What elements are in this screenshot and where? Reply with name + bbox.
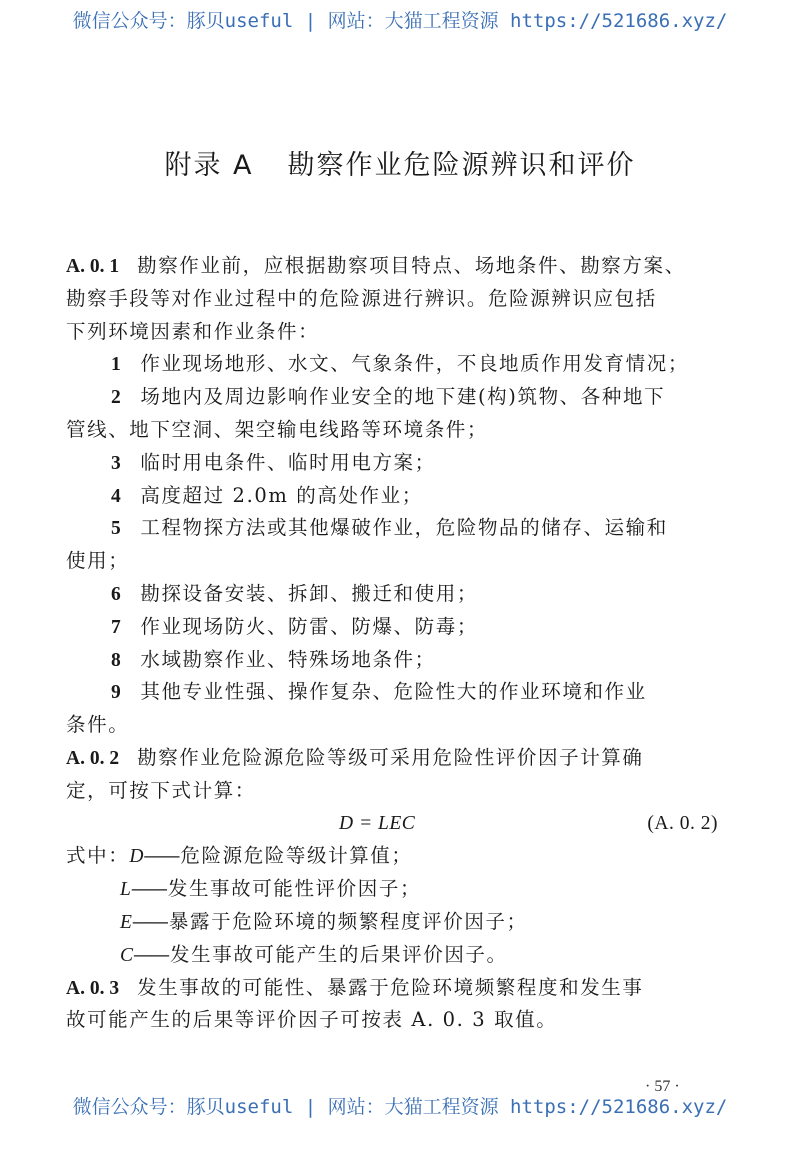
section-a03-line-2: 故可能产生的后果等评价因子可按表 A. 0. 3 取值。: [66, 1008, 558, 1032]
definition-text: 危险源危险等级计算值；: [180, 844, 413, 868]
dash: ——: [131, 909, 167, 933]
list-item-5: [66, 512, 736, 545]
item-text: 作业现场防火、防雷、防爆、防毒；: [140, 614, 478, 638]
item-text: 作业现场地形、水文、气象条件，不良地质作用发育情况；: [140, 352, 689, 376]
dash: ——: [143, 844, 179, 868]
section-a02-line-2: 定，可按下式计算：: [66, 778, 256, 802]
definition-c: [66, 939, 736, 972]
item-text: 工程物探方法或其他爆破作业，危险物品的储存、运输和: [140, 516, 668, 540]
section-number: A. 0. 3: [66, 977, 120, 999]
definition-text: 发生事故可能产生的后果评价因子。: [170, 942, 508, 966]
item-number: 3: [111, 452, 123, 474]
paragraph-text: 勘察作业前，应根据勘察项目特点、场地条件、勘察方案、: [137, 254, 686, 277]
list-item-5-cont: 使用；: [66, 549, 130, 573]
item-number: 1: [111, 354, 123, 376]
section-a01-line-1: [66, 250, 736, 283]
definition-l: [66, 873, 736, 906]
list-item-9-cont: 条件。: [66, 713, 130, 737]
section-a03-line-1: [66, 972, 736, 1005]
definition-d: [66, 840, 736, 873]
item-number: 5: [111, 518, 123, 540]
page-number: · 57 ·: [645, 1078, 680, 1095]
item-number: 4: [111, 485, 123, 507]
paragraph-text: 发生事故的可能性、暴露于危险环境频繁程度和发生事: [137, 975, 644, 999]
list-item-2-cont: 管线、地下空洞、架空输电线路等环境条件；: [66, 417, 489, 441]
item-number: 6: [111, 583, 123, 605]
item-number: 2: [111, 387, 123, 409]
item-number: 9: [111, 682, 123, 704]
document-body: [66, 250, 736, 1037]
item-number: 8: [111, 649, 123, 671]
list-item-1: [66, 348, 736, 381]
list-item-3: [66, 447, 736, 480]
variable: C: [120, 944, 134, 966]
list-item-4: [66, 480, 736, 513]
item-text: 勘探设备安装、拆卸、搬迁和使用；: [140, 581, 478, 605]
dash: ——: [133, 942, 169, 966]
appendix-label: 附录 A: [164, 150, 254, 181]
watermark-bottom: 微信公众号：豚贝useful | 网站：大猫工程资源 https://521686.xyz/: [72, 1096, 728, 1118]
list-item-8: [66, 644, 736, 677]
formula-reference: (A. 0. 2): [647, 812, 718, 834]
variable: E: [120, 911, 132, 933]
item-text: 水域勘察作业、特殊场地条件；: [140, 647, 436, 671]
dash: ——: [130, 877, 166, 901]
variable: D: [129, 846, 144, 868]
item-text: 场地内及周边影响作业安全的地下建(构)筑物、各种地下: [140, 385, 666, 409]
where-label: 式中：: [66, 844, 130, 868]
item-text: 其他专业性强、操作复杂、危险性大的作业环境和作业: [140, 680, 647, 704]
section-a02-line-1: [66, 742, 736, 775]
watermark-top: 微信公众号：豚贝useful | 网站：大猫工程资源 https://521686.xyz/: [72, 10, 728, 32]
formula: [66, 808, 736, 841]
formula-equation: D = LEC: [339, 812, 416, 834]
section-number: A. 0. 1: [66, 256, 120, 277]
page-title: [0, 143, 800, 182]
list-item-6: [66, 578, 736, 611]
definition-e: [66, 906, 736, 939]
section-a01-line-2: 勘察手段等对作业过程中的危险源进行辨识。危险源辨识应包括: [66, 286, 657, 310]
definition-text: 暴露于危险环境的频繁程度评价因子；: [168, 909, 528, 933]
list-item-2: [66, 381, 736, 414]
item-number: 7: [111, 616, 123, 638]
title-text: 勘察作业危险源辨识和评价: [287, 150, 636, 181]
list-item-9: [66, 676, 736, 709]
list-item-7: [66, 611, 736, 644]
variable: L: [120, 879, 131, 901]
section-a01-line-3: 下列环境因素和作业条件：: [66, 319, 320, 343]
item-text: 临时用电条件、临时用电方案；: [140, 450, 436, 474]
definition-text: 发生事故可能性评价因子；: [167, 877, 422, 901]
item-text: 高度超过 2.0m 的高处作业；: [140, 483, 423, 507]
section-number: A. 0. 2: [66, 747, 120, 769]
paragraph-text: 勘察作业危险源危险等级可采用危险性评价因子计算确: [137, 745, 644, 769]
